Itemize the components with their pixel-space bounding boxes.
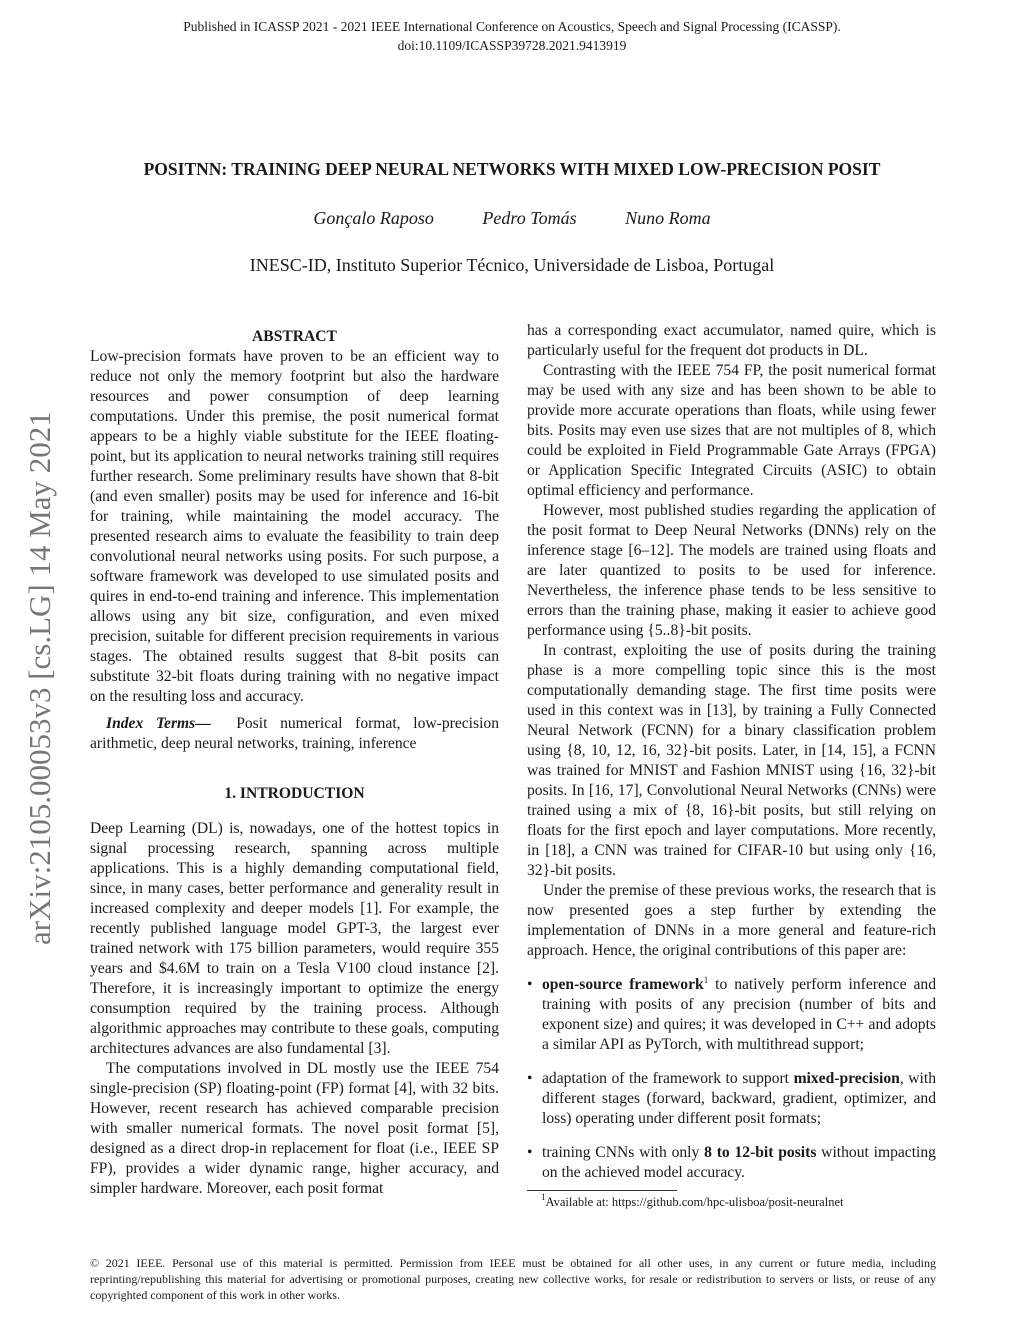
footnote-text: Available at: https://github.com/hpc-ulisboa/posit-neuralnet <box>545 1195 844 1209</box>
paper-title: POSITNN: TRAINING DEEP NEURAL NETWORKS WITH MIXED LOW-PRECISION POSIT <box>143 159 881 179</box>
right-column <box>527 321 936 1210</box>
copyright-notice: © 2021 IEEE. Personal use of this material is permitted. Permission from IEEE must be obtained for all other uses, in any current or future media, including reprinting/republishing this material for advertising or promotional purposes, creating new collective works, for resale or redistribution to servers or lists, or reuse of any copyrighted component of this work in other works. <box>90 1256 936 1302</box>
paragraph: However, most published studies regarding the application of the posit format to Deep Neural Networks (DNNs) rely on the inference stage [6–12]. The models are trained using floats and are later quantized to posits to be used for inference. Nevertheless, the inference phase tends to be less sensitive to errors than the training phase, making it easier to achieve good performance using {5..8}-bit posits. <box>527 502 936 639</box>
abstract-text: Low-precision formats have proven to be an efficient way to reduce not only the memory footprint but also the hardware resources and power consumption of deep learning computations. Under this premise, the posit numerical format appears to be a highly viable substitute for the IEEE floating-point, but its application to neural networks training still requires further research. Some preliminary results have shown that 8-bit (and even smaller) posits may be used for inference and 16-bit for training, while maintaining the model accuracy. The presented research aims to evaluate the feasibility to train deep convolutional neural networks using posits. For such purpose, a software framework was developed to use simulated posits and quires in end-to-end training and inference. This implementation allows using any bit size, configuration, and even mixed precision, suitable for different precision requirements in various stages. The obtained results suggest that 8-bit posits can substitute 32-bit floats during training with no negative impact on the resulting loss and accuracy. <box>90 348 499 705</box>
index-terms-label: Index Terms— <box>106 715 211 732</box>
bold-text: 8 to 12-bit posits <box>704 1144 817 1161</box>
index-terms-text: Posit numerical format, low-precision arithmetic, deep neural networks, training, inference <box>90 715 500 752</box>
list-item <box>527 1069 936 1129</box>
item-text: to natively perform inference and training with posits of any precision (number of bits and exponent size) and quires; it was developed in C++ and adopts a similar API as PyTorch, with multithread support; <box>542 976 936 1053</box>
bold-text: open-source framework <box>542 976 704 993</box>
left-column <box>90 327 499 1199</box>
paragraph: has a corresponding exact accumulator, named quire, which is particularly useful for the frequent dot products in DL. <box>527 322 936 359</box>
item-text: without impacting on the achieved model accuracy. <box>542 1144 936 1181</box>
footnote-rule <box>527 1190 677 1191</box>
index-terms <box>90 714 499 754</box>
list-item <box>527 975 936 1055</box>
paragraph: The computations involved in DL mostly use the IEEE 754 single-precision (SP) floating-point (FP) format [4], with 32 bits. However, recent research has achieved comparable precision with smaller numerical formats. The novel posit format [5], designed as a direct drop-in replacement for float (i.e., IEEE SP FP), provides a wider dynamic range, higher accuracy, and simpler hardware. Moreover, each posit format <box>90 1060 499 1197</box>
doi: doi:10.1109/ICASSP39728.2021.9413919 <box>397 38 627 53</box>
item-text: adaptation of the framework to support <box>542 1070 794 1087</box>
arxiv-identifier: arXiv:2105.00053v3 [cs.LG] 14 May 2021 <box>22 411 57 945</box>
author: Pedro Tomás <box>482 208 577 228</box>
affiliation: INESC-ID, Instituto Superior Técnico, Universidade de Lisboa, Portugal <box>249 255 775 275</box>
contributions-list <box>527 975 936 1183</box>
abstract-heading: ABSTRACT <box>252 328 337 345</box>
item-text: training CNNs with only <box>542 1144 705 1161</box>
authors <box>0 208 1024 229</box>
paragraph: Deep Learning (DL) is, nowadays, one of the hottest topics in signal processing research, spanning across multiple applications. This is a highly demanding computational field, since, in many cases, better performance and generality result in increased complexity and deeper models [1]. For example, the recently published language model GPT-3, the largest ever trained network with 175 billion parameters, would require 355 years and $4.6M to train on a Tesla V100 cloud instance [2]. Therefore, it is increasingly important to optimize the energy consumption required by the training process. Although algorithmic approaches may contribute to these goals, computing architectures advances are also fundamental [3]. <box>90 820 499 1057</box>
bold-text: mixed-precision <box>793 1070 900 1087</box>
item-text: , with different stages (forward, backward, gradient, optimizer, and loss) operating under different posit formats; <box>542 1070 936 1127</box>
publication-note: Published in ICASSP 2021 - 2021 IEEE International Conference on Acoustics, Speech and Signal Processing (ICASSP). <box>183 19 841 34</box>
footnote-number: 1 <box>541 1192 546 1202</box>
list-item <box>527 1143 936 1183</box>
introduction-heading: 1. INTRODUCTION <box>224 785 365 802</box>
paragraph: In contrast, exploiting the use of posits during the training phase is a more compelling topic since this is the most computationally demanding stage. The first time posits were used in this context was in [13], by training a Fully Connected Neural Network (FCNN) for a binary classification problem using {8, 10, 12, 16, 32}-bit posits. Later, in [14, 15], a FCNN was trained for MNIST and Fashion MNIST using {16, 32}-bit posits. In [16, 17], Convolutional Neural Networks (CNNs) were trained using a mix of {8, 16}-bit posits, but still relying on floats for the first epoch and layer computations. More recently, in [18], a CNN was trained for CIFAR-10 but using only {16, 32}-bit posits. <box>527 642 936 879</box>
paragraph: Contrasting with the IEEE 754 FP, the posit numerical format may be used with any size and has been shown to be able to provide more accurate operations than floats, while using fewer bits. Posits may even use sizes that are not multiples of 8, which could be exploited in Field Programmable Gate Arrays (FPGA) or Application Specific Integrated Circuits (ASIC) to obtain optimal efficiency and performance. <box>527 362 936 499</box>
author: Gonçalo Raposo <box>313 208 434 228</box>
footnote-mark[interactable]: 1 <box>703 975 709 985</box>
paragraph: Under the premise of these previous works, the research that is now presented goes a step further by extending the implementation of DNNs in a more general and feature-rich approach. Hence, the original contributions of this paper are: <box>527 882 936 959</box>
author: Nuno Roma <box>625 208 711 228</box>
footnote <box>527 1192 936 1210</box>
